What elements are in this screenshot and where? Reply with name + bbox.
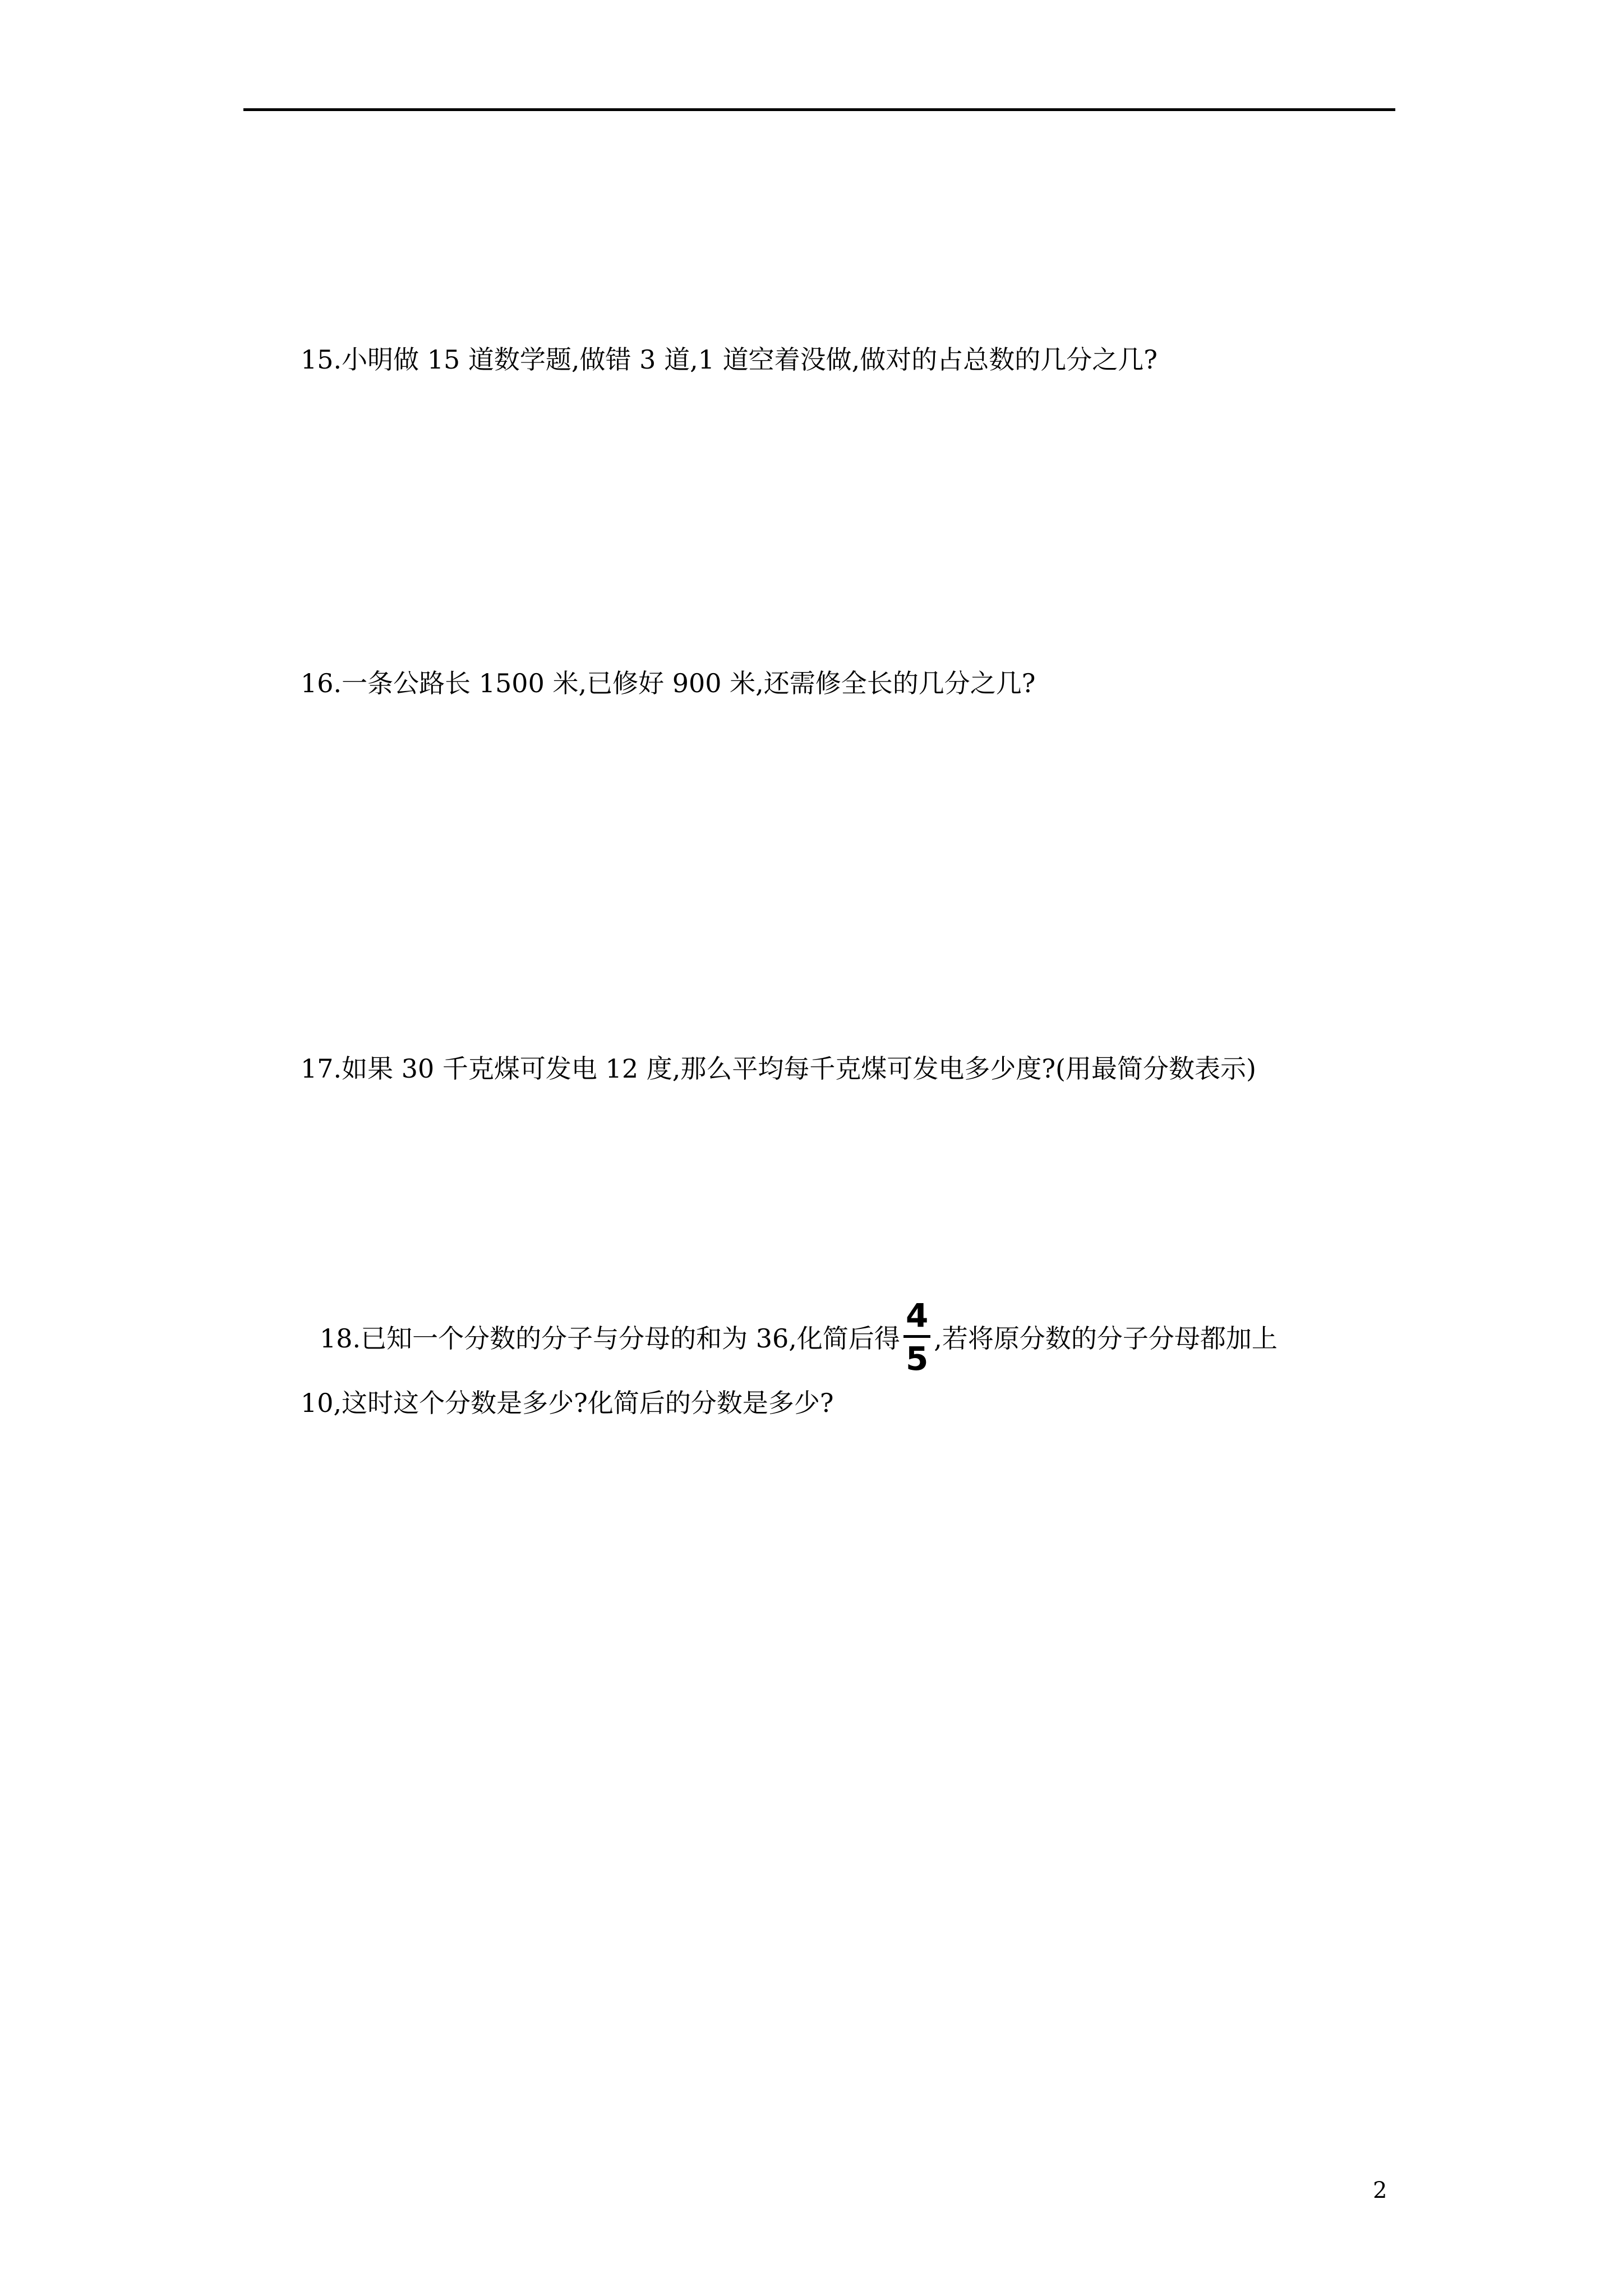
question-16: 16.一条公路长 1500 米,已修好 900 米,还需修全长的几分之几?: [301, 668, 1036, 698]
question-18-text-after-fraction: ,若将原分数的分子分母都加上: [934, 1323, 1278, 1354]
question-18-line-2: 10,这时这个分数是多少?化简后的分数是多少?: [301, 1388, 834, 1418]
fraction-four-fifths: [903, 1296, 930, 1378]
fraction-denominator: 5: [903, 1335, 930, 1375]
question-18-line-1: [320, 1292, 1278, 1382]
fraction-numerator: 4: [905, 1296, 929, 1335]
page-number: 2: [1373, 2178, 1387, 2203]
question-17: 17.如果 30 千克煤可发电 12 度,那么平均每千克煤可发电多少度?(用最简分数表示): [301, 1053, 1256, 1084]
question-15: 15.小明做 15 道数学题,做错 3 道,1 道空着没做,做对的占总数的几分之几?: [301, 344, 1158, 375]
header-rule: [243, 108, 1395, 111]
question-18-text-before-fraction: 18.已知一个分数的分子与分母的和为 36,化简后得: [320, 1323, 900, 1354]
